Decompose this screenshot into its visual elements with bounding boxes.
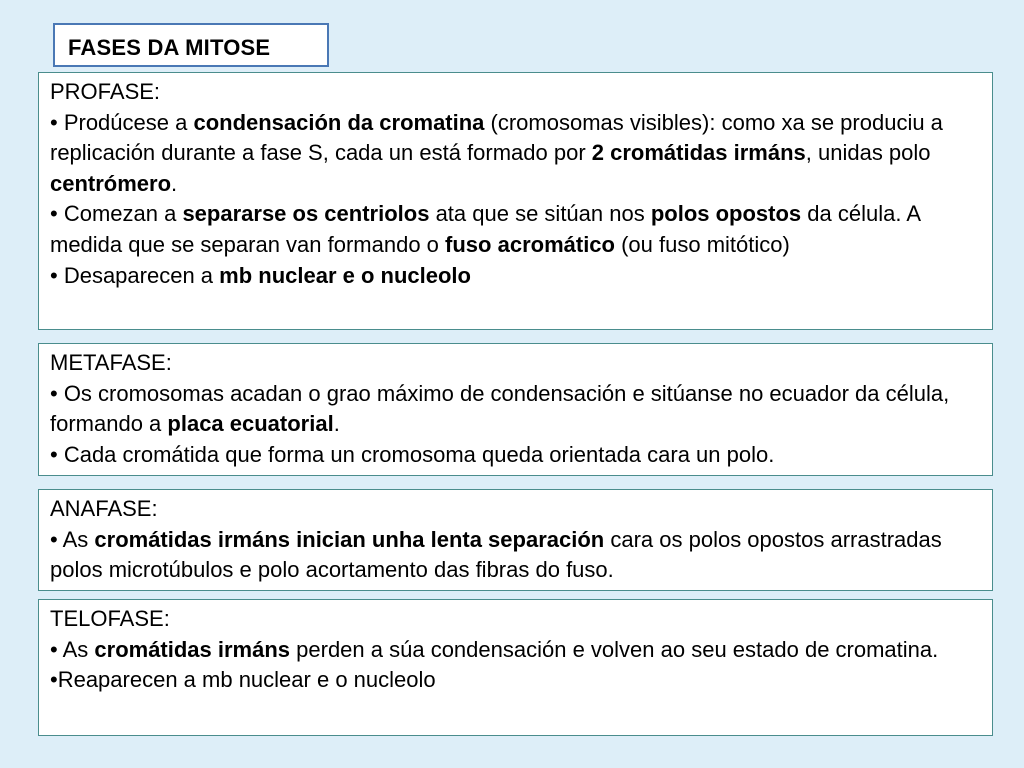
text-run: • Os cromosomas acadan o grao máximo de condensación e sitúanse no ecuador da célula, formando a	[50, 380, 950, 437]
text-run: .	[171, 170, 178, 196]
text-run: (cromosomas visibles): como xa se produciu a replicación durante a fase S, cada un está formado por	[50, 109, 943, 166]
text-run: • Comezan a	[50, 201, 183, 227]
phase-heading: TELOFASE:	[50, 606, 170, 631]
bullet-item	[50, 440, 982, 471]
text-run: • Cada cromátida que forma un cromosoma queda orientada cara un polo.	[50, 441, 775, 467]
bold-term: separarse os centriolos	[182, 201, 430, 227]
bold-term: condensación da cromatina	[193, 109, 485, 135]
text-run: ata que se sitúan nos	[429, 201, 651, 227]
title-box	[53, 23, 329, 67]
bullet-item	[50, 261, 982, 292]
bullet-item	[50, 379, 982, 440]
bold-term: 2 cromátidas irmáns	[591, 140, 806, 166]
bold-term: cromátidas irmáns inician unha lenta separación	[94, 526, 605, 552]
text-run: •Reaparecen a mb nuclear e o nucleolo	[50, 667, 436, 693]
text-run: da célula. A medida que se separan van formando o	[50, 201, 920, 257]
text-run: perden a súa condensación e volven ao seu estado de cromatina.	[290, 636, 939, 662]
text-run: • As	[50, 636, 95, 662]
bullet-item	[50, 199, 982, 260]
phase-heading: METAFASE:	[50, 350, 172, 375]
bold-term: placa ecuatorial	[167, 411, 334, 437]
bold-term: centrómero	[50, 170, 172, 196]
phase-heading: ANAFASE:	[50, 496, 158, 521]
bold-term: fuso acromático	[445, 231, 615, 257]
text-run: (ou fuso mitótico)	[614, 231, 790, 257]
text-run: .	[333, 411, 340, 437]
bold-term: mb nuclear e o nucleolo	[219, 262, 471, 288]
bullet-item	[50, 108, 982, 200]
phase-heading: PROFASE:	[50, 79, 161, 104]
text-run: • Prodúcese a	[50, 109, 194, 135]
bold-term: polos opostos	[650, 201, 802, 227]
text-run: • As	[50, 526, 95, 552]
phase-box-profase	[38, 72, 993, 330]
page-title: FASES DA MITOSE	[68, 35, 271, 60]
text-run: cara os polos opostos arrastradas polos microtúbulos e polo acortamento das fibras do fuso.	[50, 526, 942, 583]
phase-box-anafase	[38, 489, 993, 591]
bullet-item	[50, 635, 982, 666]
phase-box-metafase	[38, 343, 993, 476]
text-run: • Desaparecen a	[50, 262, 220, 288]
bold-term: cromátidas irmáns	[94, 636, 291, 662]
bullet-item	[50, 525, 982, 586]
bullet-item	[50, 665, 982, 696]
phase-box-telofase	[38, 599, 993, 736]
text-run: , unidas polo	[805, 140, 931, 166]
